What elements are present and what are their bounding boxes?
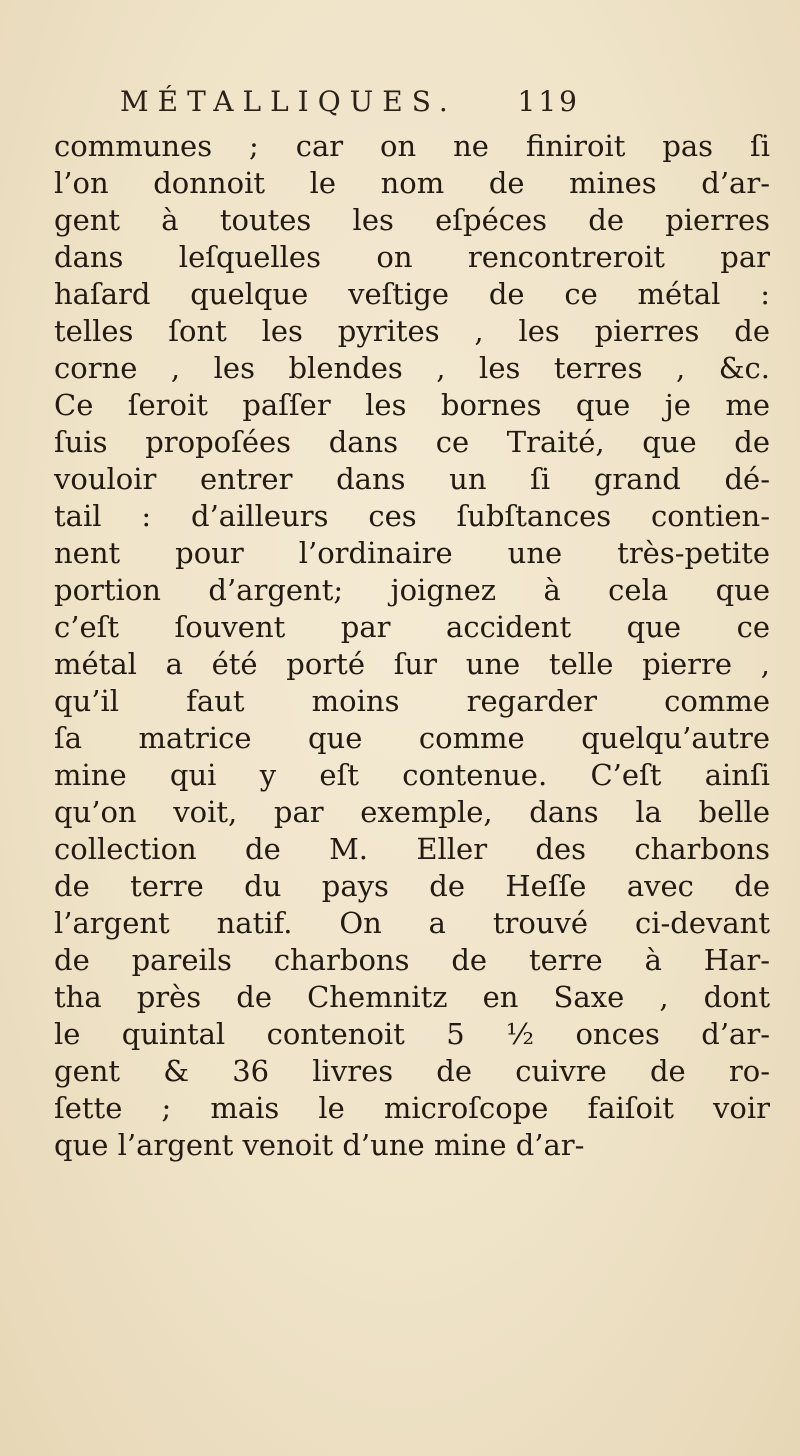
text-line: qu’il faut moins regarder comme bbox=[54, 684, 770, 718]
text-line: vouloir entrer dans un ſi grand dé- bbox=[54, 462, 770, 496]
text-line: qu’on voit, par exemple, dans la belle bbox=[54, 795, 770, 829]
text-line: tha près de Chemnitz en Saxe , dont bbox=[54, 980, 770, 1014]
text-line: ſa matrice que comme quelqu’autre bbox=[54, 721, 770, 755]
text-line: l’argent natif. On a trouvé ci-devant bbox=[54, 906, 770, 940]
text-line: communes ; car on ne finiroit pas ſi bbox=[54, 129, 770, 163]
text-line: ſuis propoſées dans ce Traité, que de bbox=[54, 425, 770, 459]
body-text bbox=[54, 128, 770, 1164]
running-title: MÉTALLIQUES. bbox=[120, 85, 457, 118]
text-line: collection de M. Eller des charbons bbox=[54, 832, 770, 866]
text-line: gent à toutes les eſpéces de pierres bbox=[54, 203, 770, 237]
text-line: dans leſquelles on rencontreroit par bbox=[54, 240, 770, 274]
text-line: que l’argent venoit d’une mine d’ar- bbox=[54, 1128, 585, 1162]
text-line: métal a été porté ſur une telle pierre , bbox=[54, 647, 770, 681]
text-line: telles ſont les pyrites , les pierres de bbox=[54, 314, 770, 348]
text-line: portion d’argent; joignez à cela que bbox=[54, 573, 770, 607]
page-number: 119 bbox=[517, 85, 580, 118]
text-line: tail : d’ailleurs ces ſubſtances contien- bbox=[54, 499, 770, 533]
page-header bbox=[120, 80, 580, 124]
text-line: de pareils charbons de terre à Har- bbox=[54, 943, 770, 977]
text-line: mine qui y eſt contenue. C’eſt ainſi bbox=[54, 758, 770, 792]
text-line: l’on donnoit le nom de mines d’ar- bbox=[54, 166, 770, 200]
text-line: corne , les blendes , les terres , &c. bbox=[54, 351, 770, 385]
text-line: haſard quelque veſtige de ce métal : bbox=[54, 277, 770, 311]
text-line: de terre du pays de Heſſe avec de bbox=[54, 869, 770, 903]
text-line: le quintal contenoit 5 ½ onces d’ar- bbox=[54, 1017, 770, 1051]
text-line: nent pour l’ordinaire une très-petite bbox=[54, 536, 770, 570]
text-line: ſette ; mais le microſcope faiſoit voir bbox=[54, 1091, 770, 1125]
text-line: gent & 36 livres de cuivre de ro- bbox=[54, 1054, 770, 1088]
text-line: Ce ſeroit paſſer les bornes que je me bbox=[54, 388, 770, 422]
text-line: c’eſt ſouvent par accident que ce bbox=[54, 610, 770, 644]
